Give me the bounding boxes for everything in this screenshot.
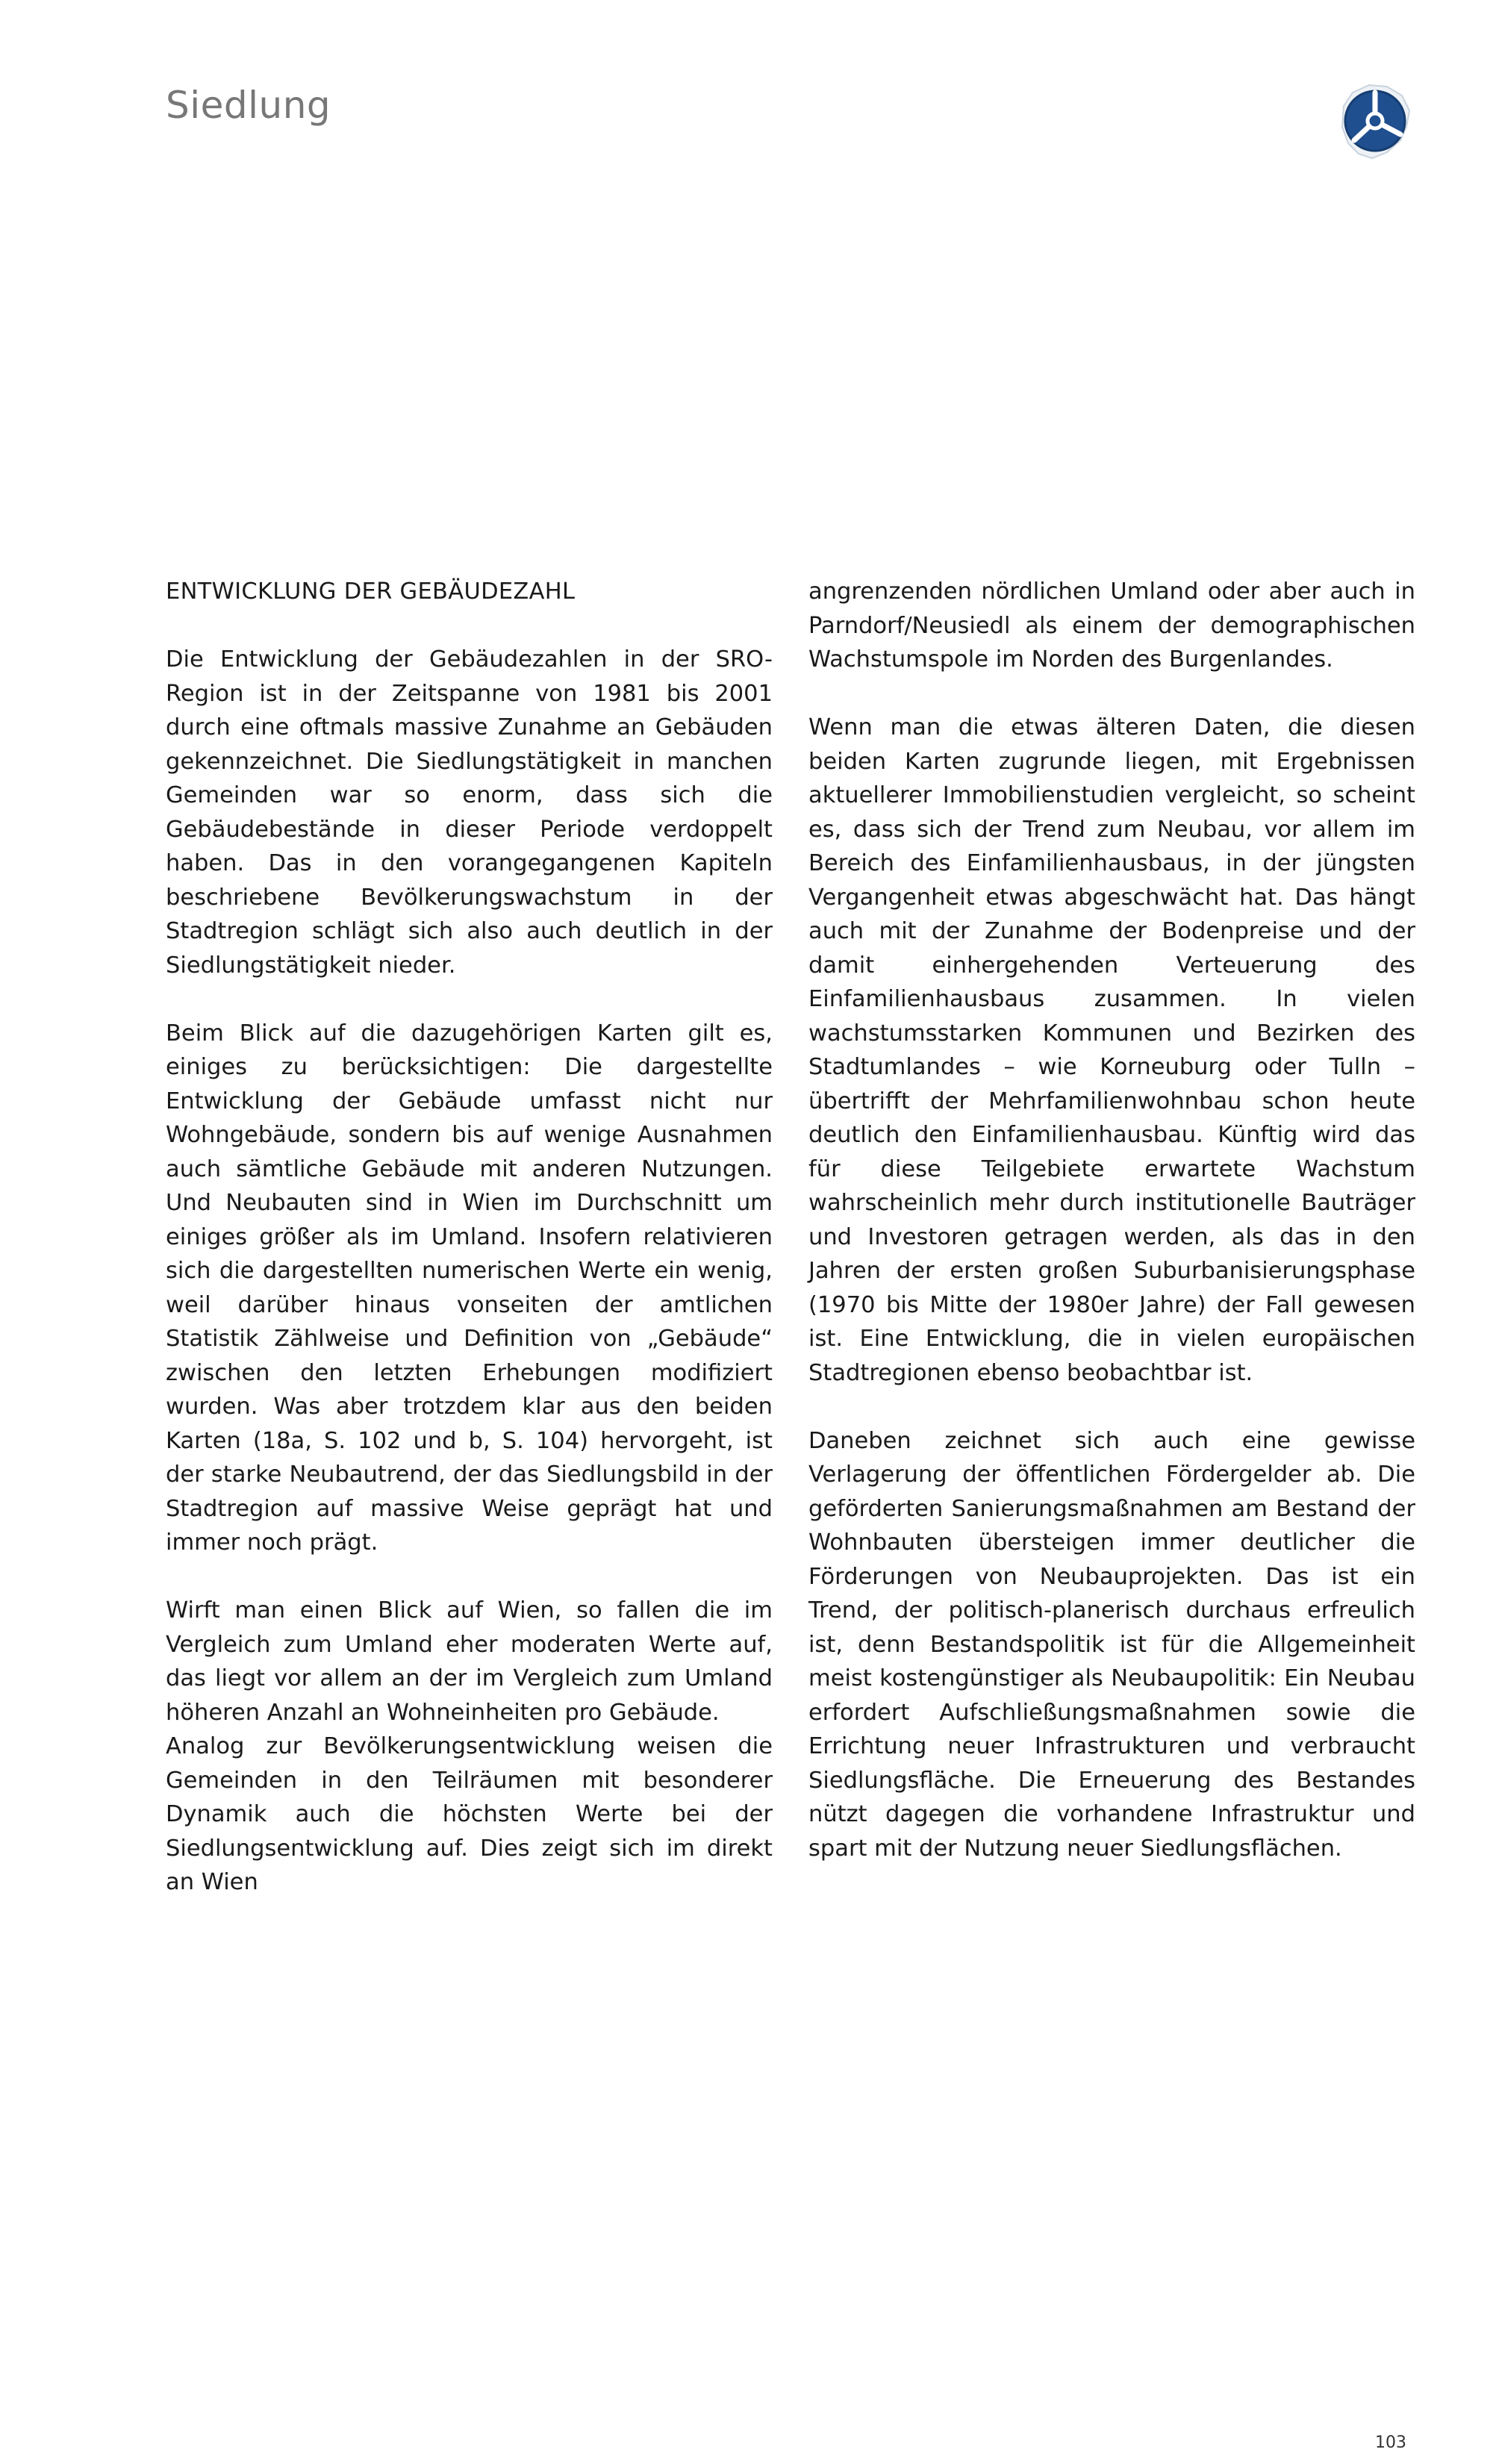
paragraph: Beim Blick auf die dazugehörigen Karten gilt es, einiges zu berücksichtigen: Die dargestellte Entwicklung der Gebäude umfasst nicht nur Wohngebäude, sondern bis auf wenige Ausnahmen auch sämtliche Gebäude mit anderen Nutzungen. Und Neubauten sind in Wien im Durchschnitt um einiges größer als im Umland. Insofern relativieren sich die dargestellten numerischen Werte ein wenig, weil darüber hinaus vonseiten der amtlichen Statistik Zählweise und Definition von „Gebäude“ zwischen den letzten Erhebungen modifiziert wurden. Was aber trotzdem klar aus den beiden Karten (18a, S. 102 und b, S. 104) hervorgeht, ist der starke Neubautrend, der das Siedlungsbild in der Stadtregion auf massive Weise geprägt hat und immer noch prägt. <box>166 1020 773 1556</box>
paragraph: Wirft man einen Blick auf Wien, so fallen die im Vergleich zum Umland eher moderaten Werte auf, das liegt vor allem an der im Vergleich zum Umland höheren Anzahl an Wohneinheiten pro Gebäude. <box>166 1597 773 1726</box>
section-title: Siedlung <box>166 84 331 127</box>
paragraph: angrenzenden nördlichen Umland oder aber auch in Parndorf/Neusiedl als einem der demographischen Wachstumspole im Norden des Burgenlandes. <box>808 578 1415 673</box>
page-number: 103 <box>1375 2433 1406 2452</box>
logo-graphic <box>1338 81 1412 161</box>
region-logo-icon <box>1338 81 1412 161</box>
paragraph: Die Entwicklung der Gebäudezahlen in der SRO-Region ist in der Zeitspanne von 1981 bis 2001 durch eine oftmals massive Zunahme an Gebäuden gekennzeichnet. Die Siedlungstätigkeit in manchen Gemeinden war so enorm, dass sich die Gebäudebestände in dieser Periode verdoppelt haben. Das in den vorangegangenen Kapiteln beschriebene Bevölkerungswachstum in der Stadtregion schlägt sich also auch deutlich in der Siedlungstätigkeit nieder. <box>166 646 773 979</box>
paragraph: Analog zur Bevölkerungsentwicklung weisen die Gemeinden in den Teilräumen mit besonderer Dynamik auch die höchsten Werte bei der Siedlungsentwicklung auf. Dies zeigt sich im direkt an Wien <box>166 1733 773 1895</box>
right-column <box>808 575 1415 1900</box>
left-column <box>166 575 773 1933</box>
article-heading: ENTWICKLUNG DER GEBÄUDEZAHL <box>166 578 576 605</box>
paragraph: Daneben zeichnet sich auch eine gewisse Verlagerung der öffentlichen Fördergelder ab. Die geförderten Sanierungsmaßnahmen am Bestand der Wohnbauten übersteigen immer deutlicher die Förderungen von Neubauprojekten. Das ist ein Trend, der politisch-planerisch durchaus erfreulich ist, denn Bestandspolitik ist für die Allgemeinheit meist kostengünstiger als Neubaupolitik: Ein Neubau erfordert Aufschließungsmaßnahmen sowie die Errichtung neuer Infrastrukturen und verbraucht Siedlungsfläche. Die Erneuerung des Bestandes nützt dagegen die vorhandene Infrastruktur und spart mit der Nutzung neuer Siedlungsflächen. <box>808 1427 1415 1862</box>
paragraph: Wenn man die etwas älteren Daten, die diesen beiden Karten zugrunde liegen, mit Ergebnissen aktuellerer Immobilienstudien vergleicht, so scheint es, dass sich der Trend zum Neubau, vor allem im Bereich des Einfamilienhausbaus, in der jüngsten Vergangenheit etwas abgeschwächt hat. Das hängt auch mit der Zunahme der Bodenpreise und der damit einhergehenden Verteuerung des Einfamilienhausbaus zusammen. In vielen wachstumsstarken Kommunen und Bezirken des Stadtumlandes – wie Korneuburg oder Tulln – übertrifft der Mehrfamilienwohnbau schon heute deutlich den Einfamilienhausbau. Künftig wird das für diese Teilgebiete erwartete Wachstum wahrscheinlich mehr durch institutionelle Bauträger und Investoren getragen werden, als das in den Jahren der ersten großen Suburbanisierungsphase (1970 bis Mitte der 1980er Jahre) der Fall gewesen ist. Eine Entwicklung, die in vielen europäischen Stadtregionen ebenso beobachtbar ist. <box>808 714 1415 1386</box>
